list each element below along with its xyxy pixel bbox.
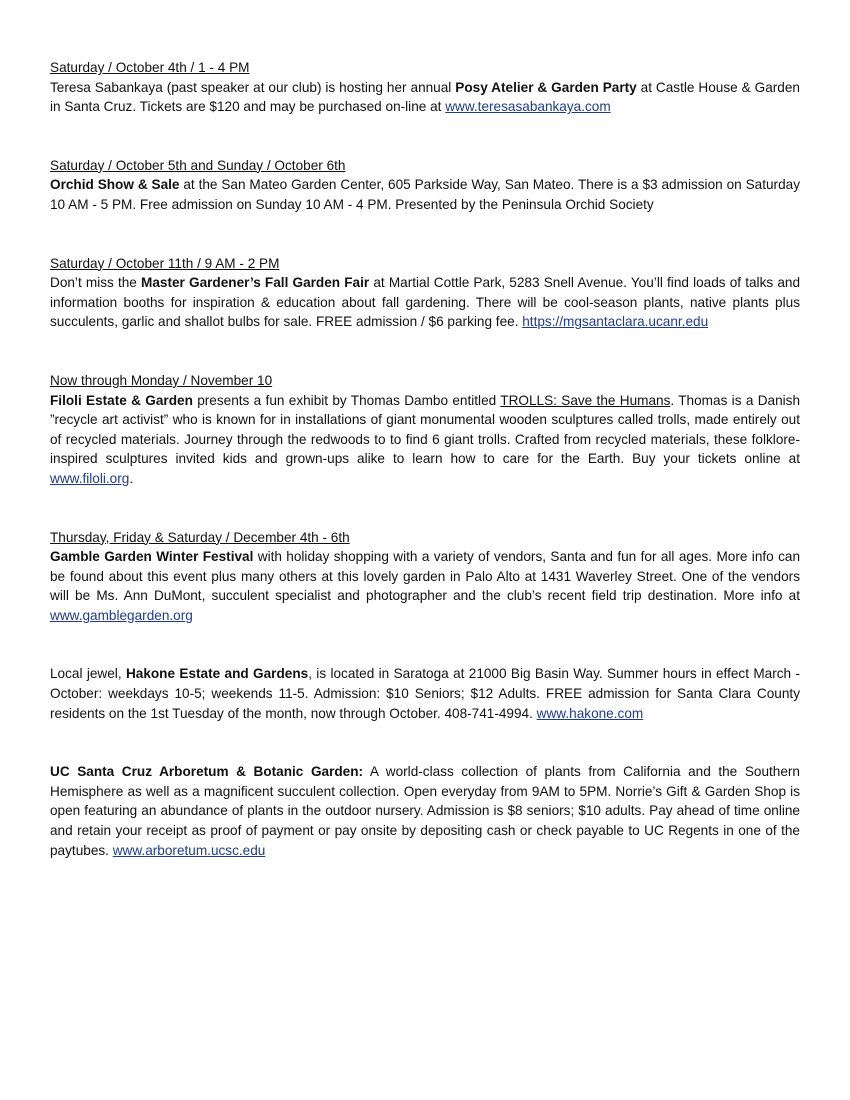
event-text-post: . Thomas is a Danish ”recycle art activist” who is known for in installations of giant monumental wooden sculptures called trolls, made entirely out of recycled materials. Journey through the redwoods to to find 6 giant trolls. Crafted from recycled materials, these folklore-inspired sculptures invited kids and grown-ups alike to learn how to care for the Earth. Buy your tickets online at (50, 392, 801, 467)
event-text-mid: presents a fun exhibit by Thomas Dambo entitled (192, 392, 501, 408)
event-title: Hakone Estate and Gardens (125, 666, 309, 682)
event-description (50, 273, 800, 332)
event-title: UC Santa Cruz Arboretum & Botanic Garden: (50, 764, 364, 780)
event-text-post: A world-class collection of plants from California and the Southern Hemisphere as well as a magnificent succulent collection. Open everyday from 9AM to 5PM. Norrie’s Gift & Garden Shop is open featuring an abundance of plants in the outdoor nursery. Admission is $8 seniors; $10 adults. Pay ahead of time online and retain your receipt as proof of payment or pay onsite by depositing cash or check payable to UC Regents in one of the paytubes. (50, 764, 800, 858)
event-title: Orchid Show & Sale (50, 177, 180, 193)
event-link[interactable]: www.hakone.com (536, 705, 644, 721)
event-filoli-trolls (50, 371, 800, 489)
event-date: Now through Monday / November 10 (50, 372, 273, 388)
event-date: Saturday / October 4th / 1 - 4 PM (50, 60, 250, 75)
exhibit-title: TROLLS: Save the Humans (500, 392, 671, 408)
event-master-gardener-fair (50, 254, 800, 332)
event-orchid-show (50, 156, 800, 215)
event-text-post: , is located in Saratoga at 21000 Big Basin Way. Summer hours in effect March - October: weekdays 10-5; weekends 11-5. Admission: $10 Seniors; $12 Adults. FREE admission for Santa Clara County residents on the 1st Tuesday of the month, now through October. 408-741-4994. (50, 666, 800, 721)
event-description (50, 762, 800, 860)
event-text-post: with holiday shopping with a variety of vendors, Santa and fun for all ages. More info can be found about this event plus many others at this lovely garden in Palo Alto at 1431 Waverley Street. One of the vendors will be Ms. Ann DuMont, succulent specialist and photographer and the club’s recent field trip destination. More info at (50, 549, 801, 604)
event-listing (50, 58, 800, 899)
event-hakone-gardens (50, 664, 800, 723)
event-date: Saturday / October 5th and Sunday / October 6th (50, 157, 346, 173)
event-posy-atelier (50, 58, 800, 117)
event-ucsc-arboretum (50, 762, 800, 860)
event-link[interactable]: https://mgsantaclara.ucanr.edu (522, 314, 709, 330)
event-text-tail: . (129, 470, 134, 486)
event-description (50, 391, 800, 489)
event-description (50, 547, 800, 625)
event-link[interactable]: www.gamblegarden.org (50, 607, 193, 623)
event-gamble-garden-festival (50, 528, 800, 626)
event-text-post: at Martial Cottle Park, 5283 Snell Avenue. You’ll find loads of talks and information booths for inspiration & education about fall gardening. There will be cool-season plants, native plants plus succulents, garlic and shallot bulbs for sale. FREE admission / $6 parking fee. (50, 275, 801, 330)
event-link[interactable]: www.filoli.org (50, 470, 130, 486)
event-text-pre: Teresa Sabankaya (past speaker at our club) is hosting her annual (50, 79, 456, 95)
event-date: Saturday / October 11th / 9 AM - 2 PM (50, 255, 280, 271)
event-text-post: at Castle House & Garden in Santa Cruz. Tickets are $120 and may be purchased on-line at (50, 79, 800, 115)
event-description (50, 664, 800, 723)
event-text-pre: Don’t miss the (50, 275, 142, 291)
event-date: Thursday, Friday & Saturday / December 4th - 6th (50, 529, 350, 545)
event-link[interactable]: www.arboretum.ucsc.edu (112, 842, 266, 858)
event-link[interactable]: www.teresasabankaya.com (445, 99, 611, 115)
event-description (50, 175, 800, 214)
event-description (50, 78, 800, 117)
event-title: Master Gardener’s Fall Garden Fair (141, 275, 370, 291)
event-title: Posy Atelier & Garden Party (455, 79, 637, 95)
event-title: Gamble Garden Winter Festival (50, 549, 254, 565)
event-text-pre: Local jewel, (50, 666, 126, 682)
event-text-post: at the San Mateo Garden Center, 605 Parkside Way, San Mateo. There is a $3 admission on Saturday 10 AM - 5 PM. Free admission on Sunday 10 AM - 4 PM. Presented by the Peninsula Orchid Society (50, 177, 800, 212)
event-title: Filoli Estate & Garden (50, 392, 193, 408)
